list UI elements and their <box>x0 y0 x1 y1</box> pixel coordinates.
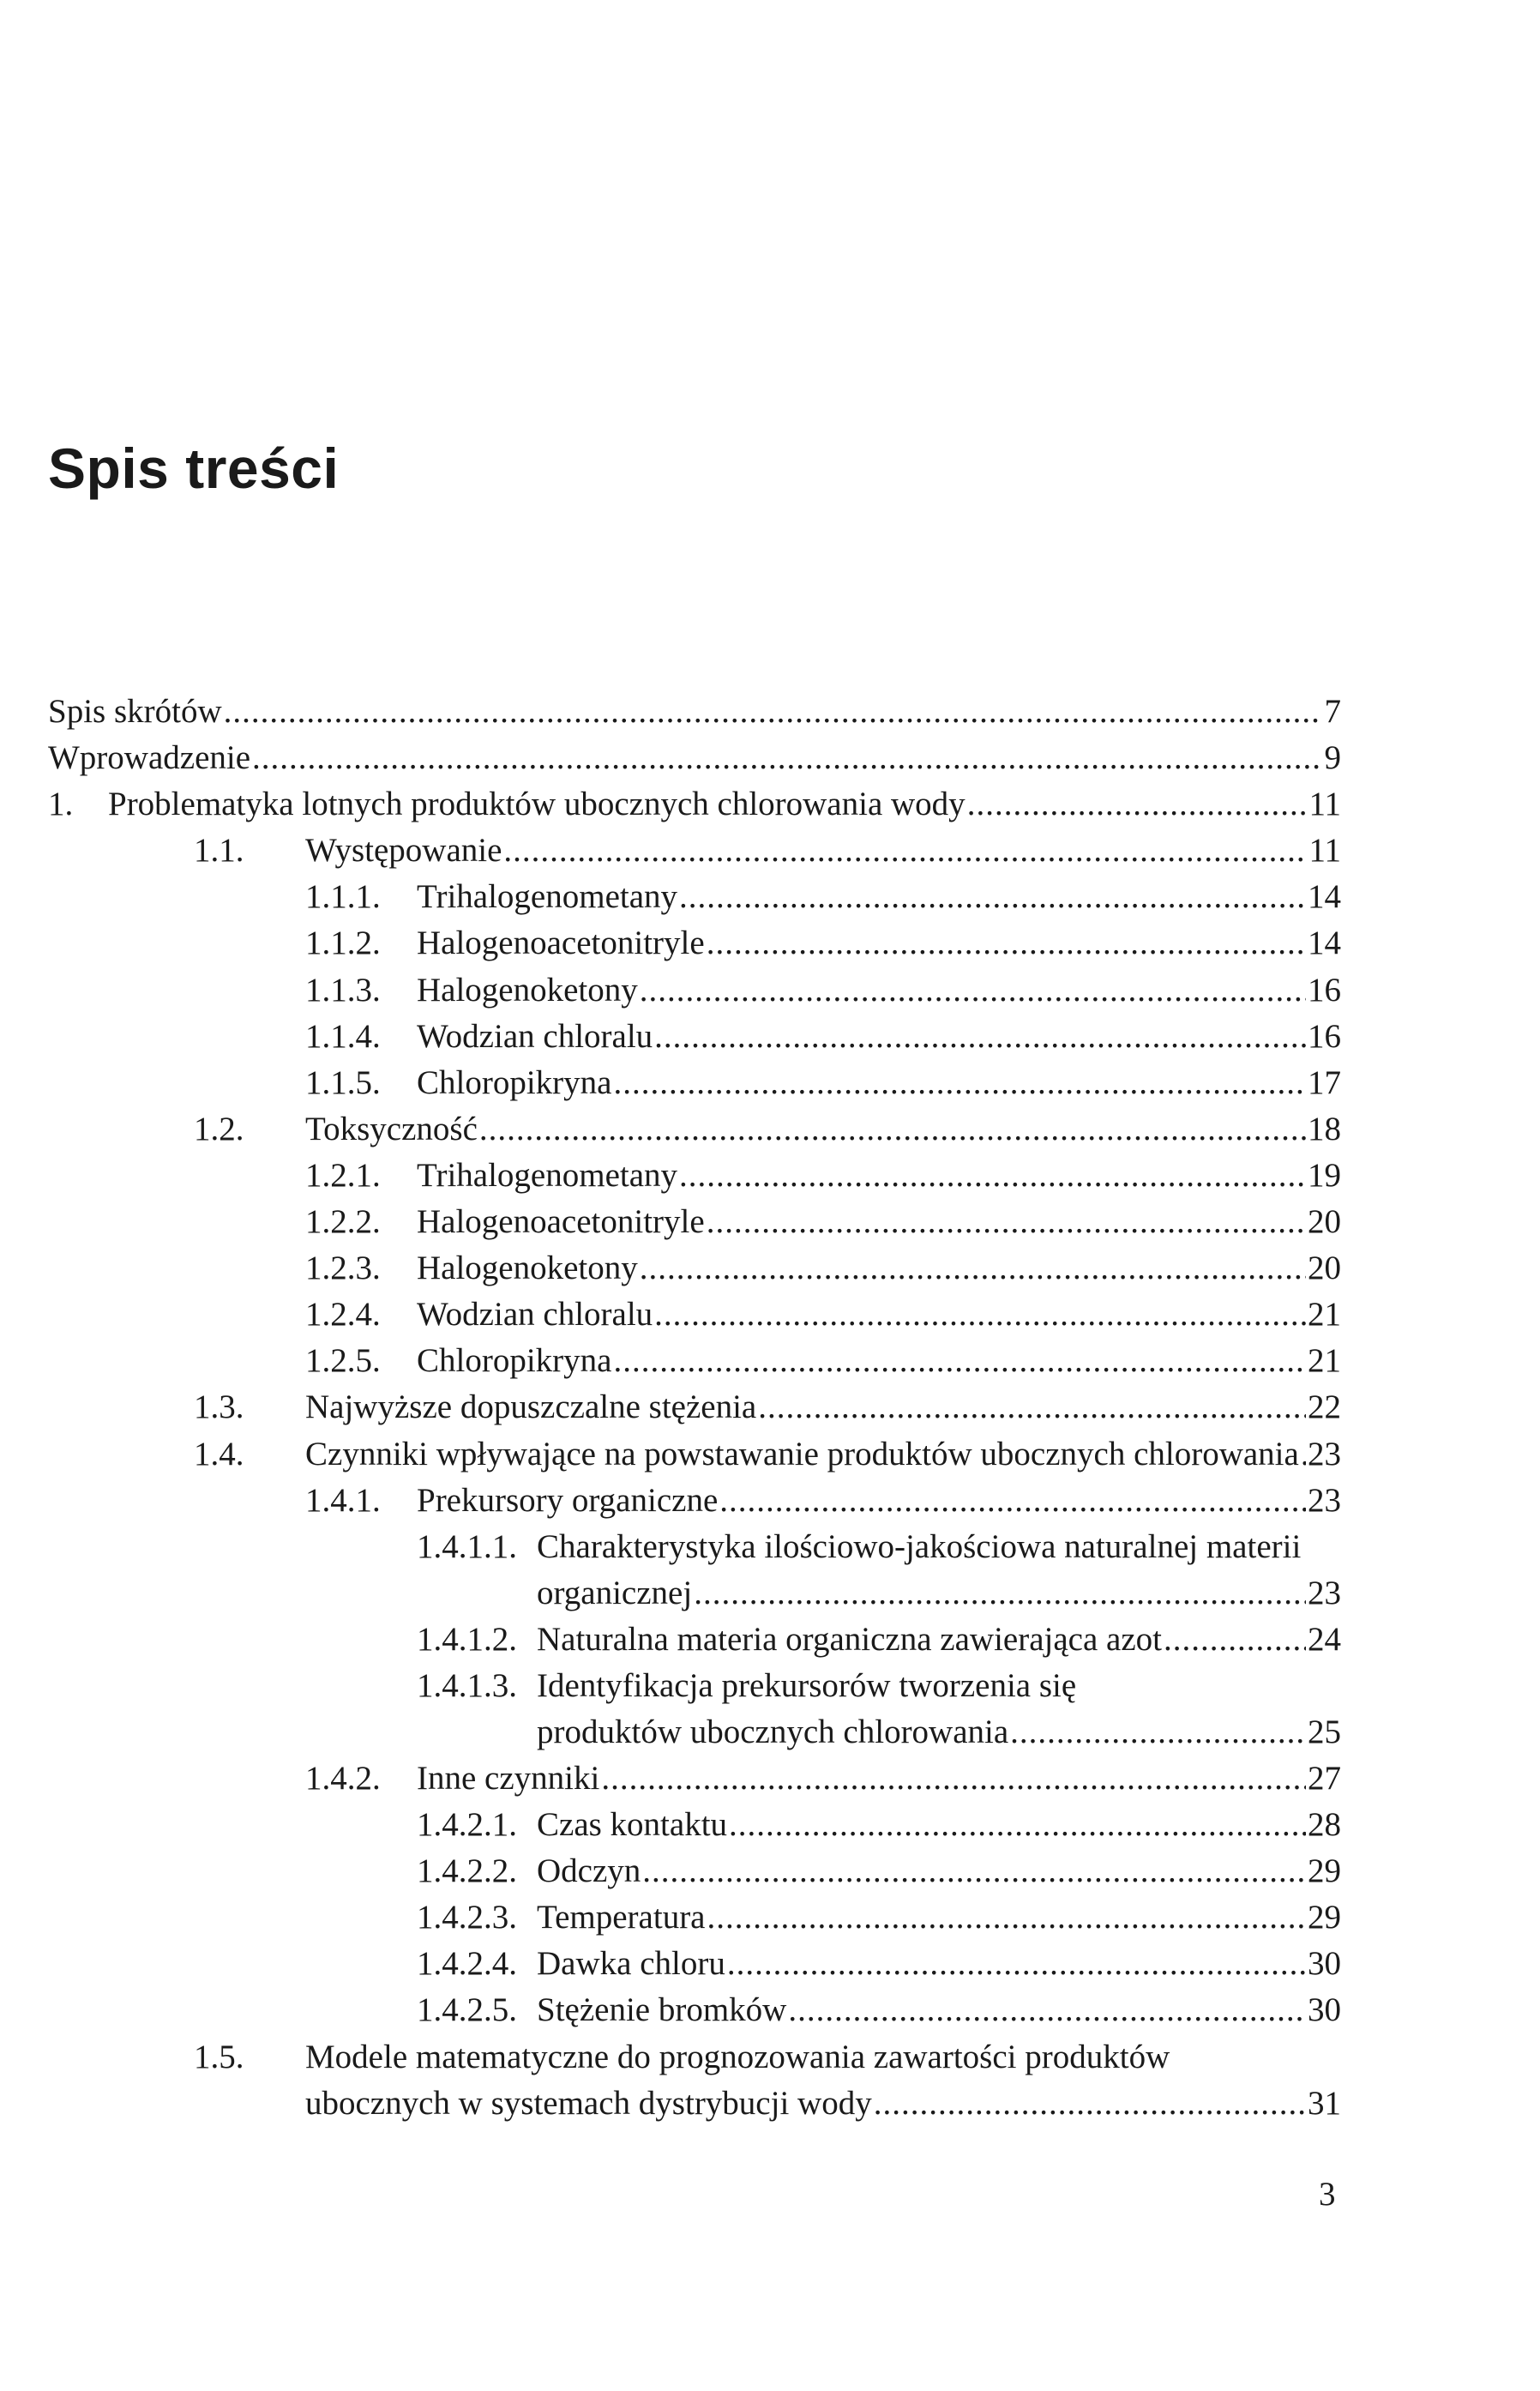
toc-entry-line <box>48 735 1341 781</box>
toc-entry-page: 7 <box>1324 693 1341 730</box>
toc-entry-number: 1.4.2.2. <box>417 1852 517 1890</box>
leader-dots <box>679 874 1306 920</box>
toc-entry-number: 1.4.2. <box>305 1759 381 1797</box>
leader-dots <box>719 1478 1306 1524</box>
toc-entry-line <box>537 1894 1341 1941</box>
toc-entry[interactable] <box>48 1014 1341 1060</box>
toc-entry-line <box>537 1570 1341 1617</box>
toc-entry-line <box>537 1617 1341 1663</box>
leader-dots <box>640 1245 1306 1292</box>
toc-entry-line <box>108 781 1341 828</box>
toc-entry-page: 30 <box>1308 1991 1341 2029</box>
toc-entry[interactable] <box>48 1802 1341 1848</box>
leader-dots <box>707 1199 1306 1245</box>
toc-entry-number: 1.4.2.4. <box>417 1945 517 1983</box>
leader-dots <box>654 1014 1306 1060</box>
toc-entry-number: 1.1.3. <box>305 971 381 1009</box>
toc-entry-continuation[interactable] <box>48 1570 1341 1617</box>
leader-dots <box>479 1106 1306 1153</box>
toc-entry[interactable] <box>48 967 1341 1014</box>
toc-entry-line <box>537 1709 1341 1756</box>
toc-entry-number: 1.2.3. <box>305 1250 381 1287</box>
leader-dots <box>1010 1709 1306 1756</box>
toc-entry-number: 1.1.2. <box>305 924 381 962</box>
toc-entry-line <box>417 920 1341 967</box>
toc-entry[interactable] <box>48 828 1341 874</box>
toc-entry-number: 1.4.1.1. <box>417 1527 517 1565</box>
toc-entry-page: 14 <box>1308 878 1341 916</box>
toc-entry-title: Problematyka lotnych produktów ubocznych chlorowania wody <box>108 786 966 823</box>
toc-entry-number: 1.1. <box>194 832 244 870</box>
toc-entry[interactable] <box>48 1292 1341 1338</box>
toc-entry-continuation[interactable] <box>48 1709 1341 1756</box>
leader-dots <box>252 735 1320 781</box>
toc-entry-line <box>417 967 1341 1014</box>
toc-entry-title: Halogenoketony <box>417 971 638 1009</box>
toc-entry-title: Wodzian chloralu <box>417 1296 653 1334</box>
toc-entry-number: 1.3. <box>194 1388 244 1426</box>
toc-entry-title: Występowanie <box>305 832 502 870</box>
toc-entry-line <box>305 2081 1341 2127</box>
toc-entry-line <box>417 1014 1341 1060</box>
toc-entry-line <box>417 874 1341 920</box>
toc-entry-page: 19 <box>1308 1156 1341 1194</box>
toc-entry-line <box>537 1987 1341 2033</box>
toc-entry-number: 1.4.2.1. <box>417 1806 517 1844</box>
toc-entry[interactable] <box>48 689 1341 735</box>
toc-entry[interactable] <box>48 1756 1341 1802</box>
page-title: Spis treści <box>48 437 340 500</box>
toc-entry-number: 1.2.1. <box>305 1156 381 1194</box>
toc-entry-line <box>305 828 1341 874</box>
toc-entry-title: organicznej <box>537 1574 693 1611</box>
toc-entry-page: 9 <box>1324 739 1341 777</box>
toc-entry-number: 1.4.1.2. <box>417 1620 517 1658</box>
toc-entry-line <box>417 1153 1341 1199</box>
toc-entry[interactable] <box>48 1478 1341 1524</box>
toc-entry-page: 21 <box>1308 1296 1341 1334</box>
page-number: 3 <box>1319 2176 1336 2213</box>
toc-entry-page: 31 <box>1308 2084 1341 2122</box>
toc-entry-title: Trihalogenometany <box>417 1156 678 1194</box>
toc-entry[interactable] <box>48 2034 1341 2081</box>
toc-entry-title: Czynniki wpływające na powstawanie produktów ubocznych chlorowania <box>305 1435 1299 1473</box>
toc-entry[interactable] <box>48 1245 1341 1292</box>
toc-entry[interactable] <box>48 1617 1341 1663</box>
toc-entry-title: Czas kontaktu <box>537 1806 728 1844</box>
toc-entry-line <box>305 1384 1341 1430</box>
toc-entry[interactable] <box>48 920 1341 967</box>
toc-entry-number: 1.2.4. <box>305 1296 381 1334</box>
toc-entry-page: 24 <box>1308 1620 1341 1658</box>
toc-entry[interactable] <box>48 1524 1341 1570</box>
toc-entry[interactable] <box>48 1894 1341 1941</box>
toc-entry-title: Chloropikryna <box>417 1063 612 1101</box>
toc-entry-page: 22 <box>1308 1388 1341 1426</box>
toc-entry-number: 1.4.2.5. <box>417 1991 517 2029</box>
toc-entry-page: 17 <box>1308 1063 1341 1101</box>
toc-entry[interactable] <box>48 1384 1341 1430</box>
toc-entry-title: Trihalogenometany <box>417 878 678 916</box>
toc-entry-number: 1. <box>48 786 74 823</box>
toc-entry-title: Halogenoacetonitryle <box>417 1203 705 1241</box>
toc-entry[interactable] <box>48 1106 1341 1153</box>
toc-entry-continuation[interactable] <box>48 2081 1341 2127</box>
toc-entry[interactable] <box>48 1987 1341 2033</box>
toc-entry-page: 29 <box>1308 1899 1341 1936</box>
toc-entry-line <box>417 1060 1341 1106</box>
leader-dots <box>727 1941 1306 1987</box>
toc-entry[interactable] <box>48 1663 1341 1709</box>
leader-dots <box>707 1894 1307 1941</box>
toc-entry-page: 14 <box>1308 924 1341 962</box>
toc-entry-page: 21 <box>1308 1342 1341 1380</box>
toc-entry-page: 16 <box>1308 971 1341 1009</box>
toc-entry-number: 1.1.5. <box>305 1063 381 1101</box>
leader-dots <box>707 920 1306 967</box>
toc-entry-number: 1.5. <box>194 2038 244 2075</box>
toc-entry[interactable] <box>48 1848 1341 1894</box>
leader-dots <box>642 1848 1306 1894</box>
toc-entry-title: Wprowadzenie <box>48 739 251 777</box>
leader-dots <box>503 828 1307 874</box>
leader-dots <box>1301 1431 1306 1478</box>
table-of-contents <box>48 689 1341 2127</box>
toc-entry-number: 1.4.1. <box>305 1481 381 1519</box>
toc-entry-line <box>417 1756 1341 1802</box>
toc-entry-page: 28 <box>1308 1806 1341 1844</box>
toc-entry-number: 1.4.1.3. <box>417 1666 517 1704</box>
toc-entry-title: Odczyn <box>537 1852 641 1890</box>
leader-dots <box>1164 1617 1306 1663</box>
leader-dots <box>788 1987 1306 2033</box>
toc-entry-title: Prekursory organiczne <box>417 1481 719 1519</box>
leader-dots <box>601 1756 1306 1802</box>
toc-entry-page: 25 <box>1308 1713 1341 1750</box>
toc-entry-page: 23 <box>1308 1574 1341 1611</box>
toc-entry[interactable] <box>48 735 1341 781</box>
toc-entry-title-first-line: Modele matematyczne do prognozowania zawartości produktów <box>305 2038 1170 2075</box>
toc-entry[interactable] <box>48 1153 1341 1199</box>
toc-entry-line <box>417 1292 1341 1338</box>
toc-entry-page: 20 <box>1308 1203 1341 1241</box>
toc-entry[interactable] <box>48 1431 1341 1478</box>
toc-entry[interactable] <box>48 1338 1341 1384</box>
toc-entry[interactable] <box>48 1199 1341 1245</box>
toc-entry-line <box>537 1941 1341 1987</box>
toc-entry-title: Inne czynniki <box>417 1759 600 1797</box>
toc-entry[interactable] <box>48 1060 1341 1106</box>
toc-entry-title: Dawka chloru <box>537 1945 725 1983</box>
toc-entry-number: 1.2.5. <box>305 1342 381 1380</box>
toc-entry-number: 1.4. <box>194 1435 244 1473</box>
toc-entry-title-first-line: Charakterystyka ilościowo-jakościowa naturalnej materii <box>537 1527 1302 1565</box>
toc-entry-title: Najwyższe dopuszczalne stężenia <box>305 1388 757 1426</box>
toc-entry-page: 16 <box>1308 1017 1341 1055</box>
toc-entry-number: 1.1.1. <box>305 878 381 916</box>
toc-entry-line <box>417 1199 1341 1245</box>
leader-dots <box>654 1292 1306 1338</box>
toc-entry-title-first-line: Identyfikacja prekursorów tworzenia się <box>537 1666 1077 1704</box>
leader-dots <box>874 2081 1306 2127</box>
toc-entry-page: 29 <box>1308 1852 1341 1890</box>
toc-entry-title: Chloropikryna <box>417 1342 612 1380</box>
toc-entry-page: 23 <box>1308 1435 1341 1473</box>
leader-dots <box>758 1384 1306 1430</box>
toc-entry-page: 27 <box>1308 1759 1341 1797</box>
toc-entry-title: Naturalna materia organiczna zawierająca azot <box>537 1620 1162 1658</box>
toc-entry-title: Halogenoketony <box>417 1250 638 1287</box>
toc-entry[interactable] <box>48 874 1341 920</box>
toc-entry-page: 20 <box>1308 1250 1341 1287</box>
toc-entry-line <box>417 1245 1341 1292</box>
toc-entry-title: produktów ubocznych chlorowania <box>537 1713 1009 1750</box>
toc-entry-line <box>48 689 1341 735</box>
toc-entry-title: Temperatura <box>537 1899 706 1936</box>
toc-entry-page: 11 <box>1308 832 1341 870</box>
toc-entry-title: Stężenie bromków <box>537 1991 787 2029</box>
toc-entry-page: 30 <box>1308 1945 1341 1983</box>
toc-entry-line <box>417 1478 1341 1524</box>
toc-entry[interactable] <box>48 781 1341 828</box>
toc-entry-page: 11 <box>1308 786 1341 823</box>
toc-entry-title: ubocznych w systemach dystrybucji wody <box>305 2084 872 2122</box>
toc-entry[interactable] <box>48 1941 1341 1987</box>
toc-entry-title: Spis skrótów <box>48 693 222 730</box>
toc-entry-title: Halogenoacetonitryle <box>417 924 705 962</box>
toc-entry-line <box>305 1106 1341 1153</box>
toc-entry-line <box>417 1338 1341 1384</box>
toc-entry-number: 1.2. <box>194 1110 244 1147</box>
toc-entry-title: Toksyczność <box>305 1110 478 1147</box>
toc-entry-line <box>537 1848 1341 1894</box>
leader-dots <box>613 1060 1306 1106</box>
leader-dots <box>224 689 1320 735</box>
leader-dots <box>729 1802 1306 1848</box>
toc-entry-page: 18 <box>1308 1110 1341 1147</box>
leader-dots <box>679 1153 1306 1199</box>
toc-entry-number: 1.2.2. <box>305 1203 381 1241</box>
leader-dots <box>967 781 1308 828</box>
leader-dots <box>694 1570 1306 1617</box>
toc-entry-number: 1.1.4. <box>305 1017 381 1055</box>
toc-entry-line <box>537 1802 1341 1848</box>
toc-entry-number: 1.4.2.3. <box>417 1899 517 1936</box>
leader-dots <box>640 967 1306 1014</box>
leader-dots <box>613 1338 1306 1384</box>
toc-entry-title: Wodzian chloralu <box>417 1017 653 1055</box>
toc-entry-line <box>305 1431 1341 1478</box>
toc-entry-page: 23 <box>1308 1481 1341 1519</box>
